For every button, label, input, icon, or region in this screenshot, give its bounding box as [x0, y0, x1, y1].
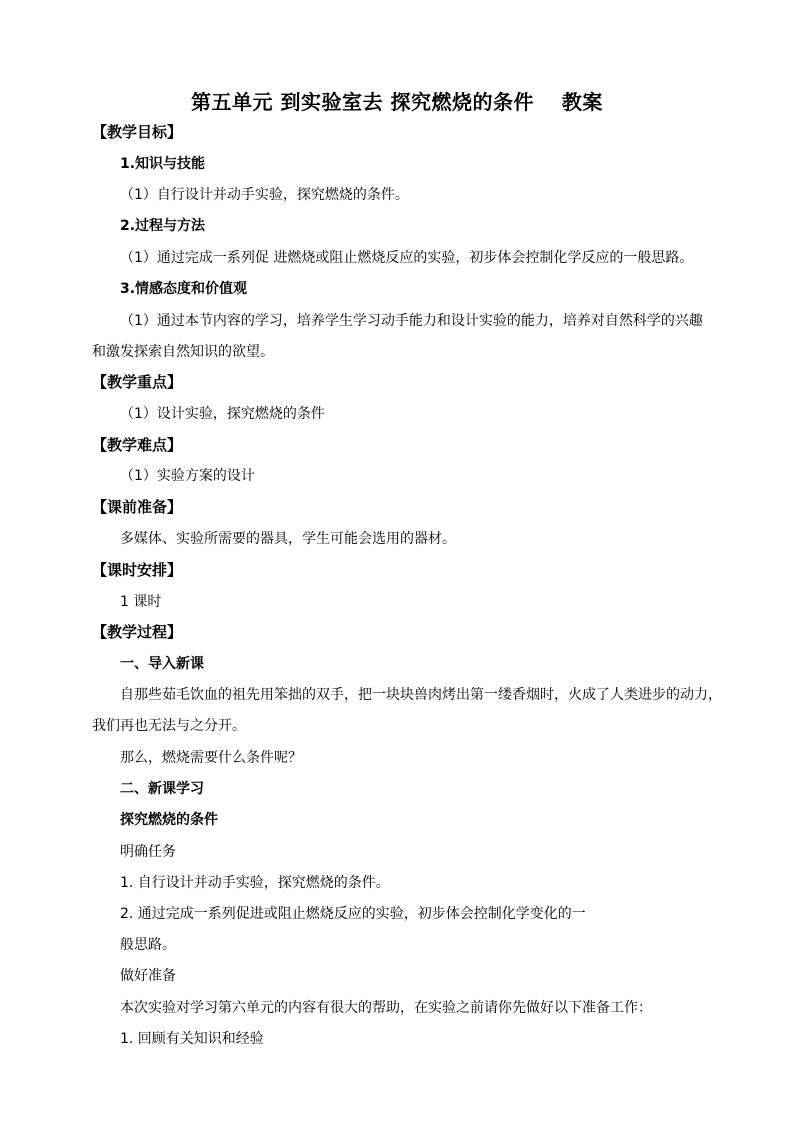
- task-heading: 明确任务: [120, 844, 176, 860]
- intro-paragraph-line1: 自那些茹毛饮血的祖先用笨拙的双手，把一块块兽肉烤出第一缕香烟时，火成了人类进步的动力，: [120, 687, 722, 703]
- task-item-2-line1: 2. 通过完成一系列促进或阻止燃烧反应的实验，初步体会控制化学变化的一: [120, 906, 586, 922]
- section-teaching-goals: 【教学目标】: [92, 123, 183, 141]
- process-method-heading: 2.过程与方法: [120, 218, 206, 234]
- prep-heading: 做好准备: [120, 968, 176, 984]
- attitude-values-item-line2: 和激发探索自然知识的欲望。: [92, 344, 274, 360]
- key-points-item: （1）设计实验，探究燃烧的条件: [120, 406, 325, 422]
- section-schedule: 【课时安排】: [92, 561, 183, 579]
- topic-heading: 探究燃烧的条件: [120, 812, 218, 828]
- new-lesson-heading: 二、新课学习: [120, 781, 204, 797]
- section-key-points: 【教学重点】: [92, 373, 183, 391]
- intro-paragraph-line2: 我们再也无法与之分开。: [92, 718, 246, 734]
- intro-heading: 一、导入新课: [120, 656, 204, 672]
- section-preparation: 【课前准备】: [92, 498, 183, 516]
- prep-text: 本次实验对学习第六单元的内容有很大的帮助，在实验之前请你先做好以下准备工作：: [120, 1000, 652, 1016]
- intro-question: 那么，燃烧需要什么条件呢？: [120, 750, 302, 766]
- page-title: 第五单元 到实验室去 探究燃烧的条件 教案: [191, 90, 603, 114]
- attitude-values-item-line1: （1）通过本节内容的学习，培养学生学习动手能力和设计实验的能力，培养对自然科学的兴趣: [120, 313, 703, 329]
- preparation-text: 多媒体、实验所需要的器具，学生可能会选用的器材。: [120, 531, 456, 547]
- task-item-2-line2: 般思路。: [120, 937, 176, 953]
- attitude-values-heading: 3.情感态度和价值观: [120, 281, 248, 297]
- task-item-1: 1. 自行设计并动手实验，探究燃烧的条件。: [120, 875, 390, 891]
- section-teaching-process: 【教学过程】: [92, 623, 183, 641]
- difficulties-item: （1）实验方案的设计: [120, 468, 255, 484]
- process-method-item: （1）通过完成一系列促 进燃烧或阻止燃烧反应的实验，初步体会控制化学反应的一般思路。: [120, 250, 694, 266]
- section-difficulties: 【教学难点】: [92, 436, 183, 454]
- schedule-text: 1 课时: [120, 594, 162, 610]
- knowledge-skills-heading: 1.知识与技能: [120, 156, 206, 172]
- knowledge-skills-item: （1）自行设计并动手实验，探究燃烧的条件。: [120, 187, 409, 203]
- prep-item-1: 1. 回顾有关知识和经验: [120, 1031, 264, 1047]
